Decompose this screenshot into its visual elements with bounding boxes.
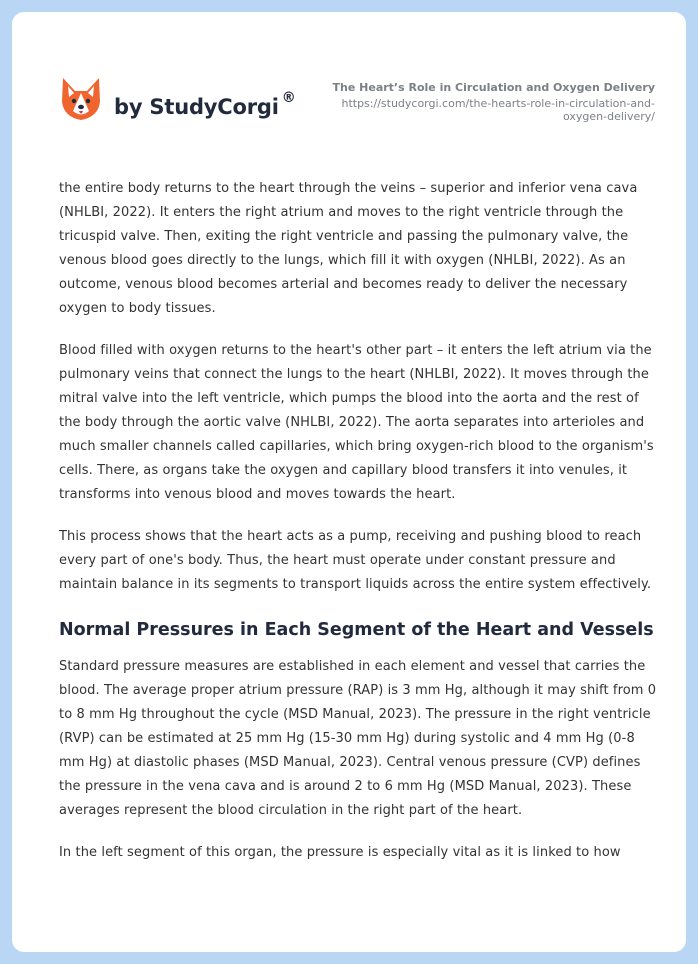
document-meta	[325, 80, 655, 123]
paragraph: In the left segment of this organ, the pressure is especially vital as it is linked to how	[59, 845, 621, 860]
paragraph: Standard pressure measures are established in each element and vessel that carries the blood. The average proper atrium pressure (RAP) is 3 mm Hg, although it may shift from 0 to 8 mm Hg throughout the cycle (MSD Manual, 2023). The pressure in the right ventricle (RVP) can be estimated at 25 mm Hg (15-30 mm Hg) during systolic and 4 mm Hg (0-8 mm Hg) at diastolic phases (MSD Manual, 2023). Central venous pressure (CVP) defines the pressure in the vena cava and is around 2 to 6 mm Hg (MSD Manual, 2023). These averages represent the blood circulation in the right part of the heart.	[59, 659, 657, 818]
document-page	[12, 12, 686, 952]
brand-text: by StudyCorgi	[114, 95, 279, 119]
document-url[interactable]: https://studycorgi.com/the-hearts-role-in-circulation-and-oxygen-delivery/	[341, 97, 655, 123]
paragraph: Blood filled with oxygen returns to the heart's other part – it enters the left atrium via the pulmonary veins that connect the lungs to the heart (NHLBI, 2022). It moves through the mitral valve into the left ventricle, which pumps the blood into the aorta and the rest of the body through the aortic valve (NHLBI, 2022). The aorta separates into arterioles and much smaller channels called capillaries, which bring oxygen-rich blood to the organism's cells. There, as organs take the oxygen and capillary blood transfers it into venules, it transforms into venous blood and moves towards the heart.	[59, 343, 654, 502]
page-header	[12, 12, 686, 152]
brand-name[interactable]	[114, 90, 296, 119]
section-heading: Normal Pressures in Each Segment of the Heart and Vessels	[59, 620, 654, 640]
corgi-logo-icon	[60, 76, 102, 122]
paragraph: This process shows that the heart acts as a pump, receiving and pushing blood to reach every part of one's body. Thus, the heart must operate under constant pressure and maintain balance in its segments to transport liquids across the entire system effectively.	[59, 529, 652, 592]
document-title: The Heart’s Role in Circulation and Oxygen Delivery	[332, 81, 655, 94]
article-body	[59, 177, 659, 883]
paragraph: the entire body returns to the heart through the veins – superior and inferior vena cava (NHLBI, 2022). It enters the right atrium and moves to the right ventricle through the tricuspid valve. Then, exiting the right ventricle and passing the pulmonary valve, the venous blood goes directly to the lungs, which fill it with oxygen (NHLBI, 2022). As an outcome, venous blood becomes arterial and becomes ready to deliver the necessary oxygen to body tissues.	[59, 181, 638, 316]
registered-mark: ®	[281, 90, 296, 106]
